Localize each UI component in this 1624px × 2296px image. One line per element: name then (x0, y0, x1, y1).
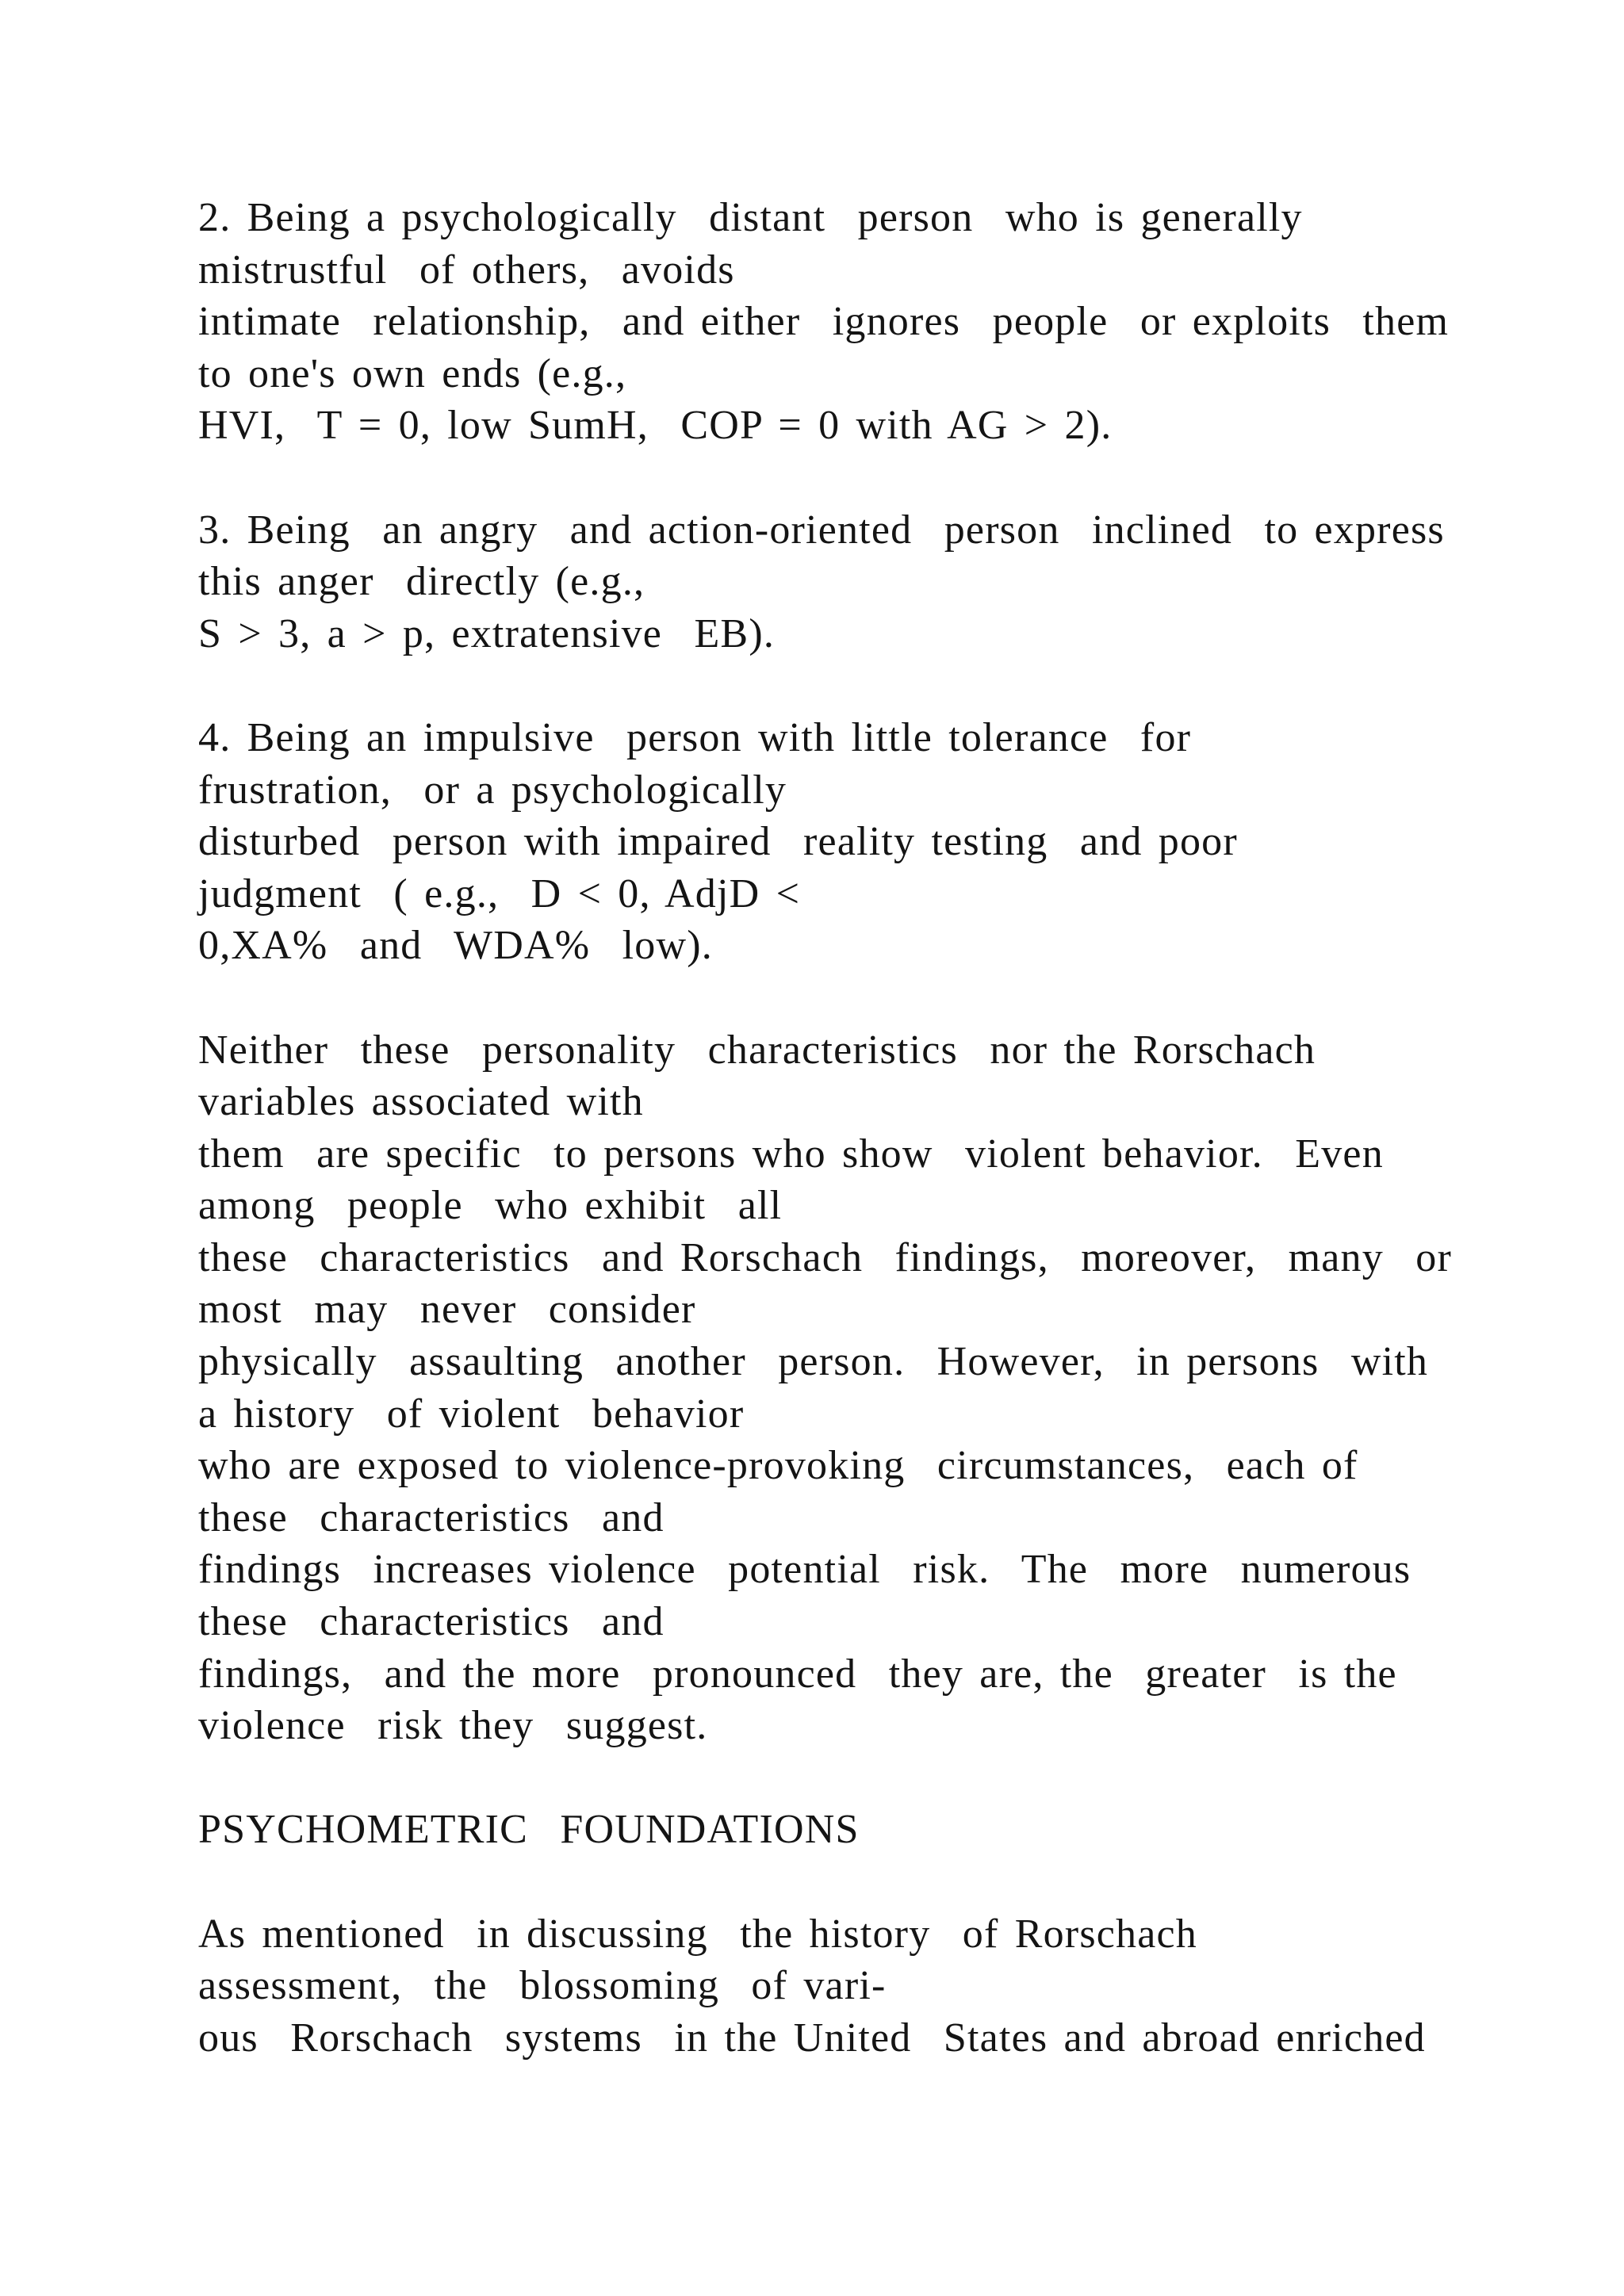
text-line: to one's own ends (e.g., (198, 350, 627, 396)
text-line: 3. Being an angry and action-oriented person inclined to express (198, 507, 1445, 553)
paragraph-spacer (198, 1752, 1610, 1804)
text-line: findings increases violence potential risk. The more numerous (198, 1547, 1411, 1593)
text-line: variables associated with (198, 1079, 644, 1125)
text-line: As mentioned in discussing the history of Rorschach (198, 1911, 1197, 1957)
text-line: among people who exhibit all (198, 1183, 783, 1229)
text-line: findings, and the more pronounced they are, the greater is the (198, 1651, 1397, 1697)
text-line: 2. Being a psychologically distant person who is generally (198, 195, 1303, 240)
text-line: this anger directly (e.g., (198, 559, 645, 605)
list-item-4 (198, 712, 1610, 972)
section-heading (198, 1804, 1610, 1856)
paragraph-spacer (198, 660, 1610, 712)
body-paragraph (198, 1024, 1610, 1752)
text-line: 4. Being an impulsive person with little tolerance for (198, 714, 1192, 760)
text-line: judgment ( e.g., D < 0, AdjD < (198, 871, 801, 916)
text-line: physically assaulting another person. However, in persons with (198, 1339, 1429, 1385)
document-body (198, 192, 1610, 2064)
text-line: these characteristics and (198, 1599, 665, 1645)
text-line: disturbed person with impaired reality testing and poor (198, 819, 1238, 865)
body-paragraph (198, 1908, 1610, 2064)
text-line: Neither these personality characteristics nor the Rorschach (198, 1027, 1316, 1073)
text-line: mistrustful of others, avoids (198, 247, 735, 293)
text-line: them are specific to persons who show violent behavior. Even (198, 1131, 1384, 1177)
list-item-2 (198, 192, 1610, 452)
text-line: assessment, the blossoming of vari- (198, 1963, 887, 2009)
text-line: S > 3, a > p, extratensive EB). (198, 610, 776, 656)
text-line: 0,XA% and WDA% low). (198, 923, 713, 969)
text-line: who are exposed to violence-provoking circumstances, each of (198, 1443, 1358, 1489)
text-line: HVI, T = 0, low SumH, COP = 0 with AG > 2). (198, 403, 1113, 449)
text-line: these characteristics and Rorschach findings, moreover, many or (198, 1234, 1453, 1280)
paragraph-spacer (198, 1856, 1610, 1908)
text-line: a history of violent behavior (198, 1391, 745, 1437)
paragraph-spacer (198, 972, 1610, 1024)
text-line: most may never consider (198, 1287, 696, 1333)
text-line: frustration, or a psychologically (198, 767, 787, 813)
text-line: these characteristics and (198, 1494, 665, 1540)
text-line: intimate relationship, and either ignores people or exploits them (198, 299, 1450, 345)
text-line: violence risk they suggest. (198, 1703, 708, 1749)
list-item-3 (198, 504, 1610, 660)
heading-text: PSYCHOMETRIC FOUNDATIONS (198, 1807, 860, 1853)
text-line: ous Rorschach systems in the United States and abroad enriched (198, 2015, 1426, 2061)
paragraph-spacer (198, 452, 1610, 504)
